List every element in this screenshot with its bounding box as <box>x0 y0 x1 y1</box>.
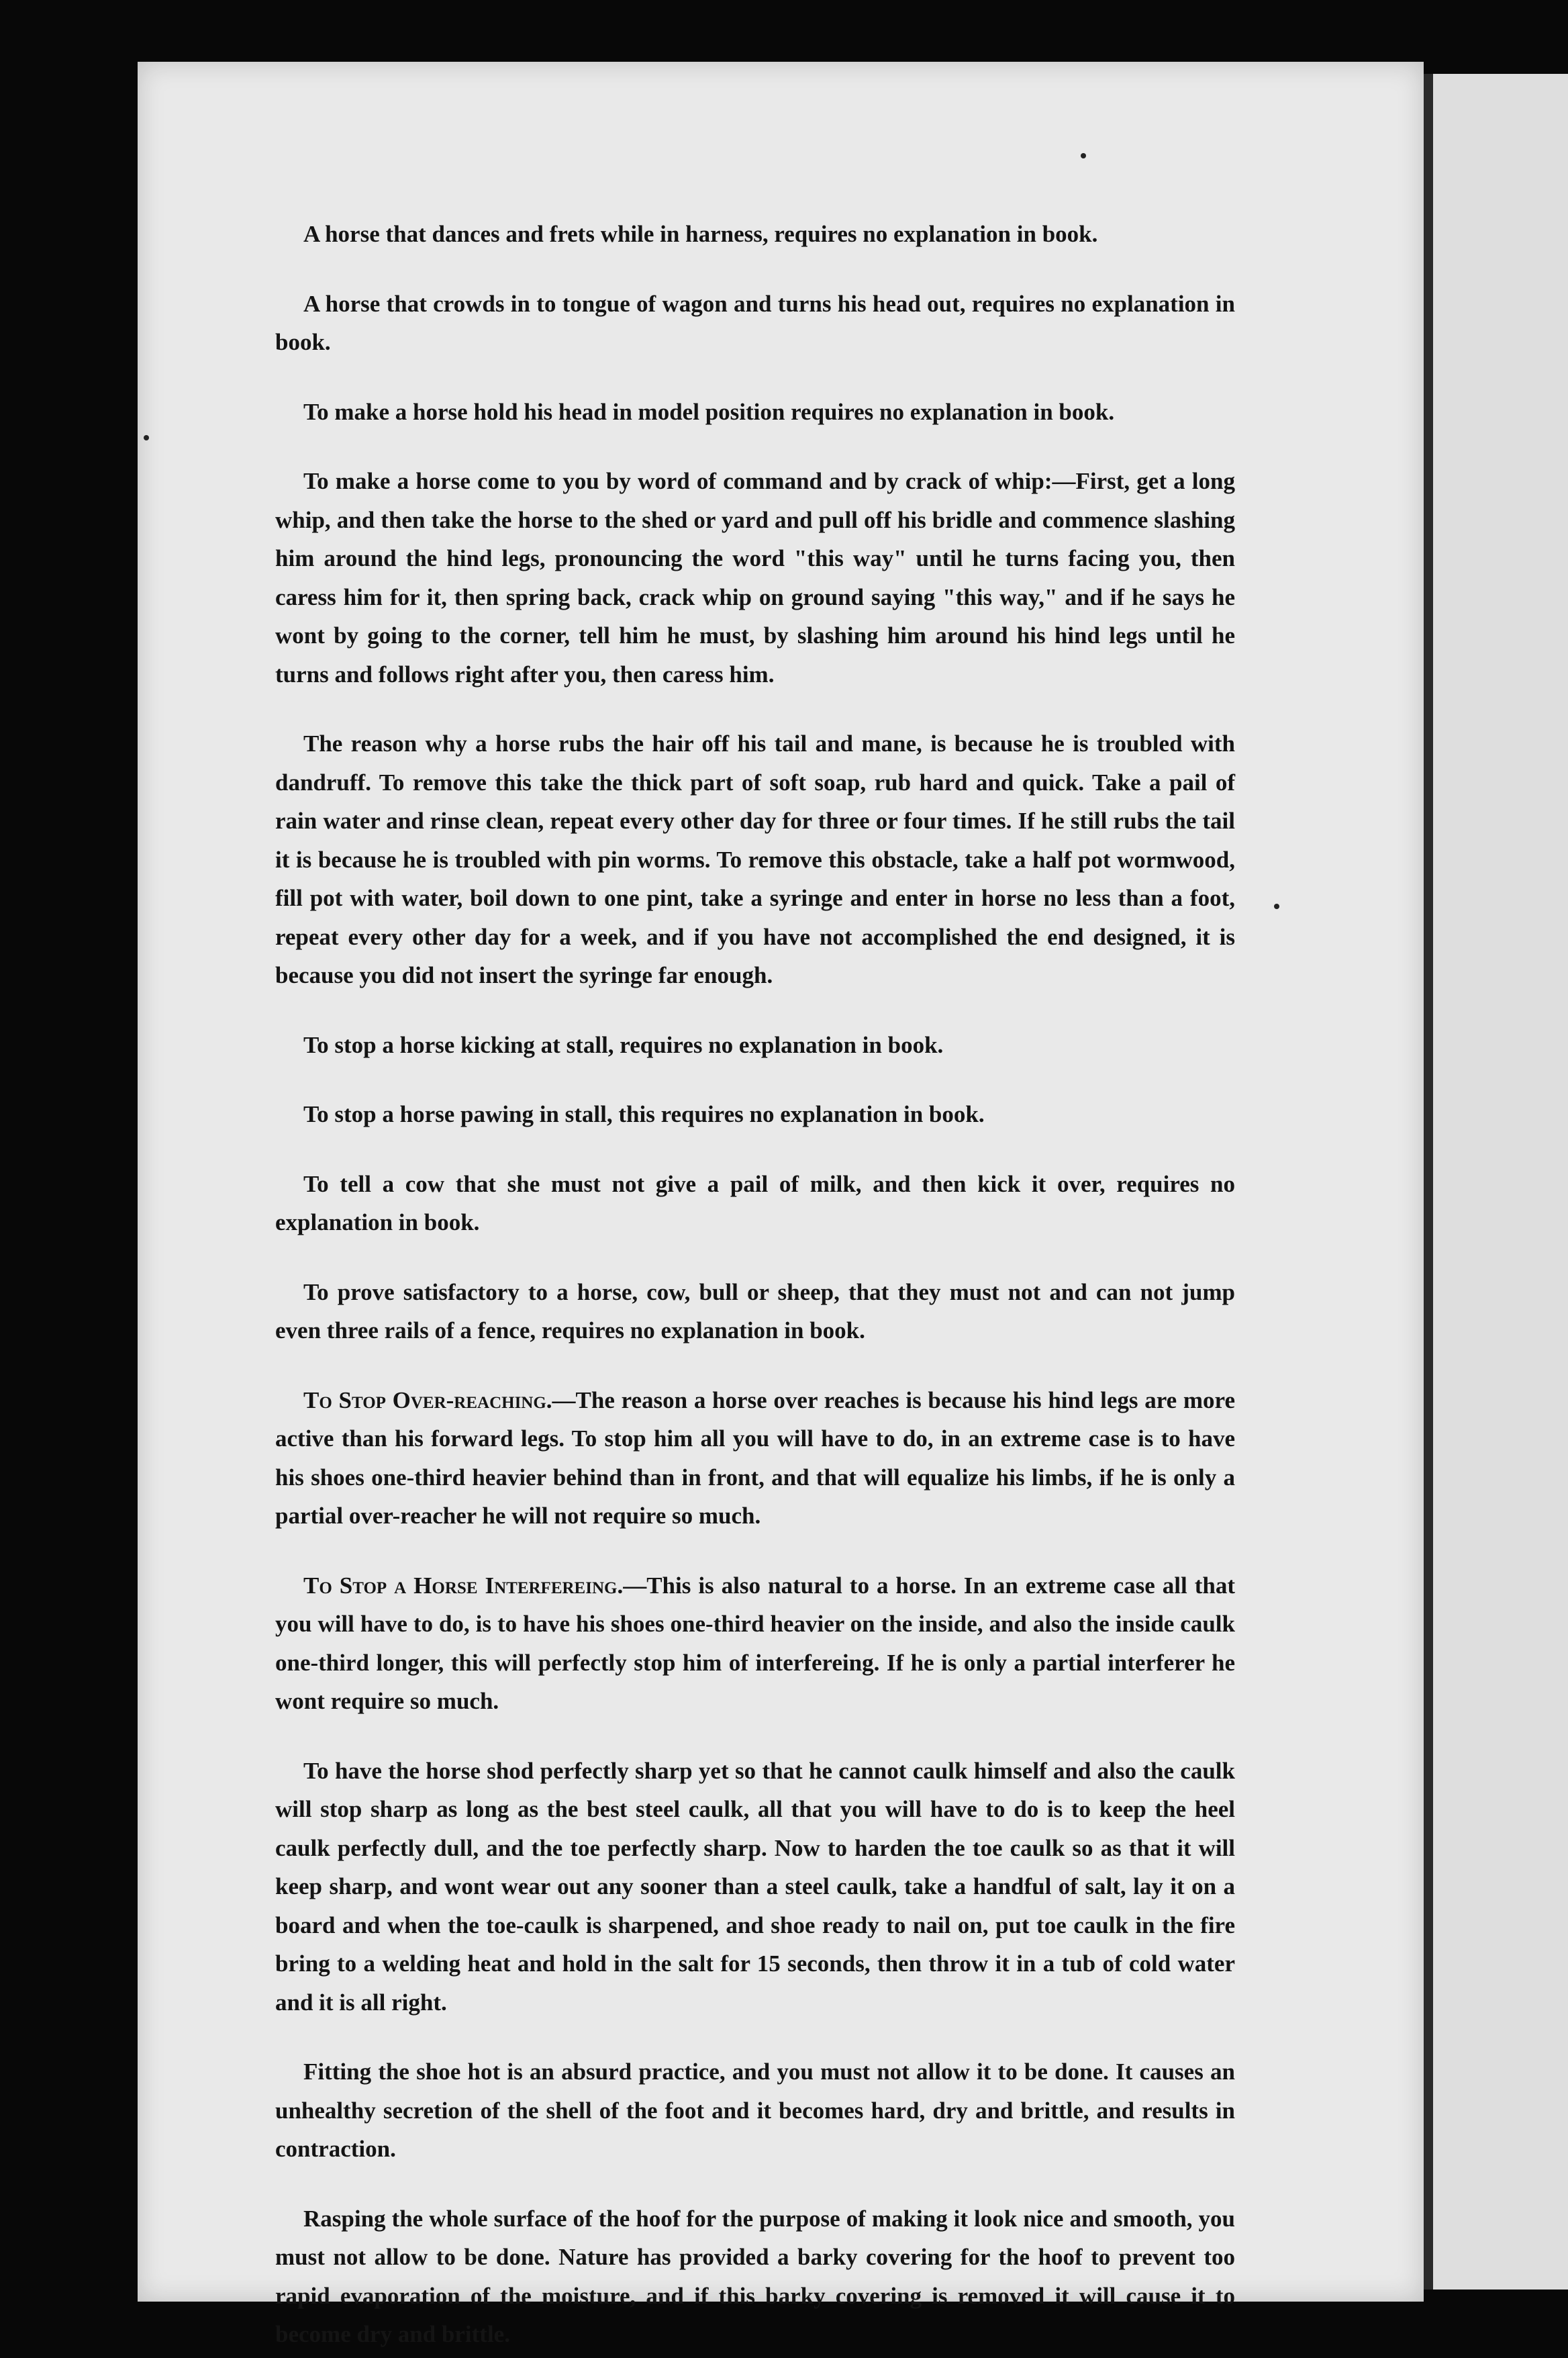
paragraph-crowding-horse: A horse that crowds in to tongue of wagon and turns his head out, requires no explanation in book. <box>275 290 1235 355</box>
paragraph-rasping-hoof: Rasping the whole surface of the hoof for the purpose of making it look nice and smooth, you must not allow to be done. Nature has provided a barky covering for the hoof to prevent too rapid evaporation of the moisture, and if this barky covering is removed it will cause it to become dry and brittle. <box>275 2205 1235 2347</box>
paragraph-over-reaching <box>275 1381 1235 1536</box>
paragraph-over-reaching-text: —The reason a horse over reaches is because his hind legs are more active than his forward legs. To stop him all you will have to do, in an extreme case is to have his shoes one-third heavier behind than in front, and that will equalize his limbs, if he is only a partial over-reacher he will not require so much. <box>275 1386 1235 1529</box>
document-body <box>275 215 1235 2358</box>
page-edge <box>1424 74 1433 2290</box>
ink-speck <box>1081 153 1086 158</box>
paragraph-interfereing-text: —This is also natural to a horse. In an extreme case all that you will have to do, is to have his shoes one-third heavier on the inside, and also the inside caulk one-third longer, this will perfectly stop him of interfereing. If he is only a partial interferer he wont require so much. <box>275 1572 1235 1714</box>
paragraph-dancing-horse: A horse that dances and frets while in harness, requires no explanation in book. <box>303 221 1098 247</box>
paragraph-sharp-shoeing: To have the horse shod perfectly sharp yet so that he cannot caulk himself and also the caulk will stop sharp as long as the best steel caulk, all that you will have to do is to keep the heel caulk perfectly dull, and the toe perfectly sharp. Now to harden the toe caulk so as that it will keep sharp, and wont wear out any sooner than a steel caulk, take a handful of salt, lay it on a board and when the toe-caulk is sharpened, and shoe ready to nail on, put toe caulk in the fire bring to a welding heat and hold in the salt for 15 seconds, then throw it in a tub of cold water and it is all right. <box>275 1757 1235 2016</box>
paragraph-fence-jumping: To prove satisfactory to a horse, cow, bull or sheep, that they must not and can not jump even three rails of a fence, requires no explanation in book. <box>275 1278 1235 1343</box>
paragraph-hot-fitting: Fitting the shoe hot is an absurd practice, and you must not allow it to be done. It causes an unhealthy secretion of the shell of the foot and it becomes hard, dry and brittle, and results in contraction. <box>275 2059 1235 2162</box>
paragraph-head-position: To make a horse hold his head in model position requires no explanation in book. <box>303 398 1115 425</box>
ink-speck <box>144 435 149 440</box>
adjacent-page-margin <box>1433 74 1568 2290</box>
paragraph-interfereing <box>275 1566 1235 1721</box>
paragraph-rubbing-tail: The reason why a horse rubs the hair off his tail and mane, is because he is troubled with dandruff. To remove this take the thick part of soft soap, rub hard and quick. Take a pail of rain water and rinse clean, repeat every other day for three or four times. If he still rubs the tail it is because he is troubled with pin worms. To remove this obstacle, take a half pot wormwood, fill pot with water, boil down to one pint, take a syringe and enter in horse no less than a foot, repeat every other day for a week, and if you have not accomplished the end designed, it is because you did not insert the syringe far enough. <box>275 730 1235 988</box>
paragraph-stall-pawing: To stop a horse pawing in stall, this requires no explanation in book. <box>303 1101 985 1127</box>
ink-speck <box>1274 904 1279 909</box>
section-heading-over-reaching: To Stop Over-reaching. <box>303 1386 552 1413</box>
section-heading-interfereing: To Stop a Horse Interfereing. <box>303 1572 624 1599</box>
paragraph-stall-kicking: To stop a horse kicking at stall, requires no explanation in book. <box>303 1031 944 1058</box>
paragraph-cow-milk: To tell a cow that she must not give a pail of milk, and then kick it over, requires no explanation in book. <box>275 1170 1235 1235</box>
paragraph-come-on-command: To make a horse come to you by word of command and by crack of whip:—First, get a long whip, and then take the horse to the shed or yard and pull off his bridle and commence slashing him around the hind legs, pronouncing the word "this way" until he turns facing you, then caress him for it, then spring back, crack whip on ground saying "this way," and if he says he wont by going to the corner, tell him he must, by slashing him around his hind legs until he turns and follows right after you, then caress him. <box>275 468 1235 688</box>
